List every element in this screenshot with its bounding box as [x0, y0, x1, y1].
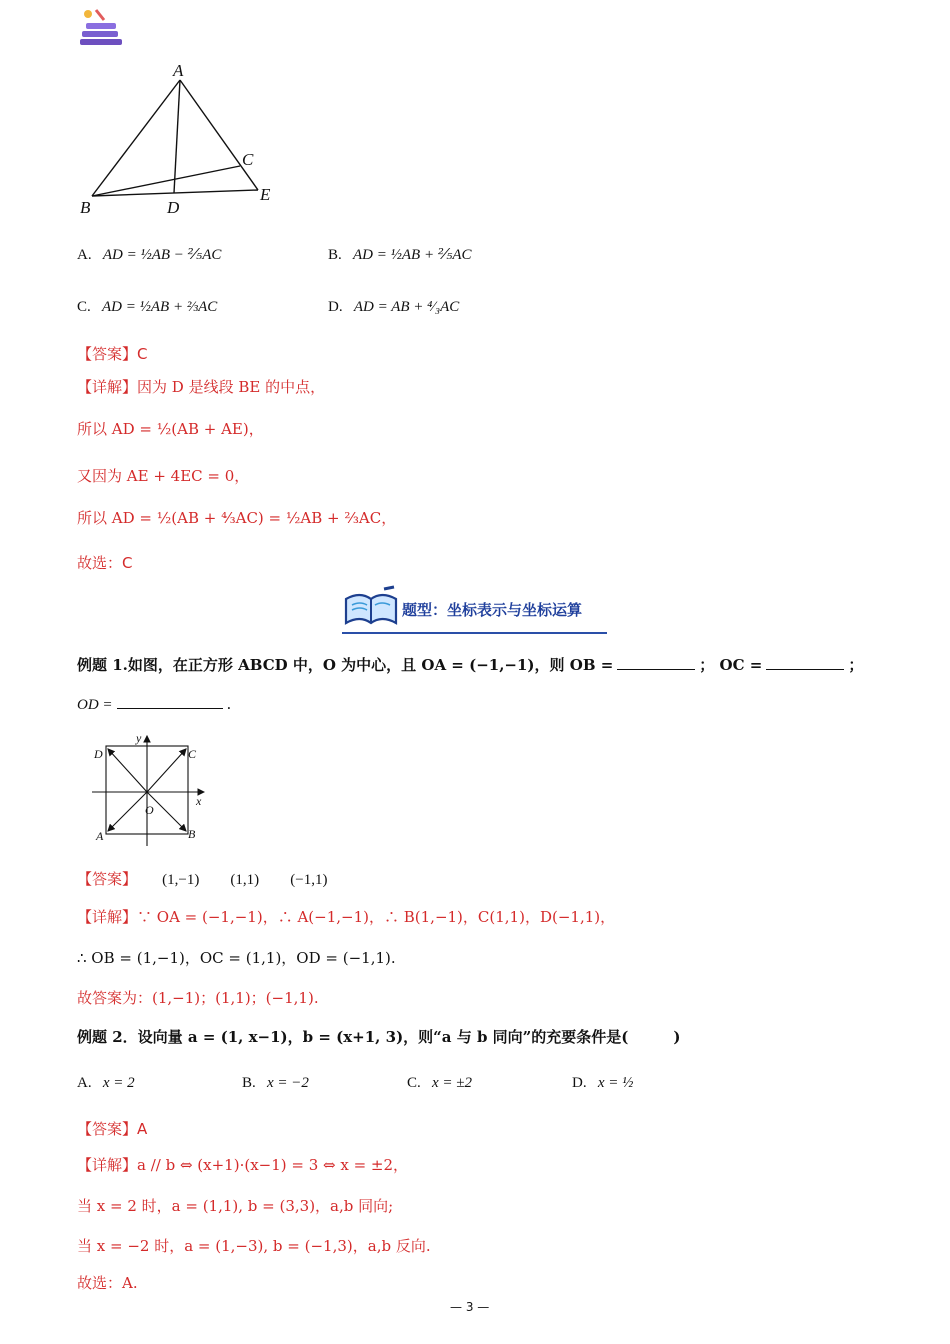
- example-1-text: 例题 1.如图，在正方形 ABCD 中，O 为中心，且 OA = (−1,−1)，则 OB =: [77, 656, 614, 674]
- detail-1-line-1: 【详解】因为 D 是线段 BE 的中点，: [77, 378, 326, 396]
- option-expression: x = −2: [267, 1075, 309, 1091]
- example-1-sep-2: ；: [848, 656, 864, 674]
- sq-label-B: B: [188, 827, 196, 841]
- book-icon: [342, 585, 400, 629]
- label-E: E: [260, 185, 271, 204]
- option-expression: x = ±2: [432, 1075, 473, 1091]
- example-2-question: 例题 2．设向量 a = (1, x−1)，b = (x+1, 3)，则“a 与 b 同向”的充要条件是( ): [77, 1028, 681, 1046]
- answer-2-value-2: (1,1): [230, 872, 260, 888]
- sq-label-A: A: [96, 829, 104, 843]
- answer-2-value-3: (−1,1): [290, 872, 328, 888]
- option-letter: B.: [242, 1075, 256, 1091]
- blank-ob[interactable]: [617, 655, 695, 670]
- option-letter: A.: [77, 247, 92, 263]
- section-banner: [342, 585, 607, 637]
- example-1-line-2: [77, 694, 231, 714]
- detail-1-line-3: 又因为 AE + 4EC = 0，: [77, 467, 250, 485]
- blank-od[interactable]: [117, 694, 223, 709]
- detail-1-line-2: 所以 AD = ½(AB + AE)，: [77, 420, 264, 438]
- header-logo: [78, 8, 130, 50]
- answer-1: 【答案】C: [77, 345, 148, 363]
- option-expression: AD = AB + ⁴⁄₃AC: [353, 299, 460, 315]
- option-expression: AD = ½AB + ⅔AC: [102, 299, 218, 315]
- example-1-sep-1: ； OC =: [699, 656, 763, 674]
- option-expression: AD = ½AB + ⅖AC: [353, 247, 472, 263]
- answer-2-tag: 【答案】: [77, 870, 138, 888]
- label-A: A: [173, 61, 184, 80]
- option-letter: A.: [77, 1075, 92, 1091]
- option-letter: C.: [407, 1075, 421, 1091]
- option-b[interactable]: [328, 245, 472, 264]
- detail-2-line-1: 【详解】∵ OA = (−1,−1)，∴ A(−1,−1)，∴ B(1,−1)，C(1,1)，D(−1,1)，: [77, 908, 616, 926]
- label-D: D: [167, 198, 180, 217]
- option-expression: x = 2: [102, 1075, 135, 1091]
- option-expression: x = ½: [597, 1075, 634, 1091]
- option-d[interactable]: [328, 299, 459, 316]
- section-title: 题型：坐标表示与坐标运算: [402, 601, 583, 619]
- option-letter: D.: [572, 1075, 587, 1091]
- example-1-od: OD =: [77, 697, 113, 713]
- option-letter: B.: [328, 247, 342, 263]
- detail-2-line-2: ∴ OB = (1,−1)，OC = (1,1)，OD = (−1,1).: [77, 949, 396, 967]
- label-B: B: [80, 198, 91, 217]
- option-c[interactable]: [77, 299, 217, 316]
- detail-1-line-5: 故选：C: [77, 554, 133, 572]
- detail-3-line-2: 当 x = 2 时，a = (1,1), b = (3,3)，a,b 同向;: [77, 1197, 394, 1215]
- example-1-line-1: [77, 654, 863, 675]
- sq-label-O: O: [145, 803, 154, 817]
- detail-2-line-3: 故答案为：(1,−1)；(1,1)；(−1,1).: [77, 989, 319, 1007]
- detail-3-line-4: 故选：A.: [77, 1274, 138, 1292]
- option-letter: D.: [328, 299, 343, 315]
- square-figure: [88, 732, 218, 850]
- option-letter: C.: [77, 299, 91, 315]
- answer-3: 【答案】A: [77, 1120, 148, 1138]
- option-a[interactable]: [77, 245, 221, 264]
- label-C: C: [242, 150, 254, 169]
- blank-oc[interactable]: [766, 655, 844, 670]
- triangle-figure: [70, 58, 290, 218]
- section-underline: [342, 632, 607, 634]
- option2-c[interactable]: [407, 1075, 472, 1092]
- option2-a[interactable]: [77, 1075, 135, 1092]
- answer-2: [77, 868, 327, 889]
- option-expression: AD = ½AB − ⅖AC: [102, 247, 222, 263]
- sq-label-x: x: [196, 794, 202, 808]
- page-number: — 3 —: [450, 1300, 490, 1314]
- option2-d[interactable]: [572, 1075, 633, 1092]
- option2-b[interactable]: [242, 1075, 309, 1092]
- detail-3-line-1: 【详解】a // b ⇔ (x+1)·(x−1) = 3 ⇔ x = ±2，: [77, 1156, 409, 1174]
- sq-label-D: D: [94, 747, 103, 761]
- sq-label-C: C: [188, 747, 197, 761]
- answer-2-value-1: (1,−1): [162, 872, 200, 888]
- sq-label-y: y: [136, 732, 142, 745]
- detail-1-line-4: 所以 AD = ½(AB + ⁴⁄₃AC) = ½AB + ⅔AC，: [77, 509, 397, 527]
- example-1-end: .: [226, 695, 232, 713]
- detail-3-line-3: 当 x = −2 时，a = (1,−3), b = (−1,3)，a,b 反向.: [77, 1237, 431, 1255]
